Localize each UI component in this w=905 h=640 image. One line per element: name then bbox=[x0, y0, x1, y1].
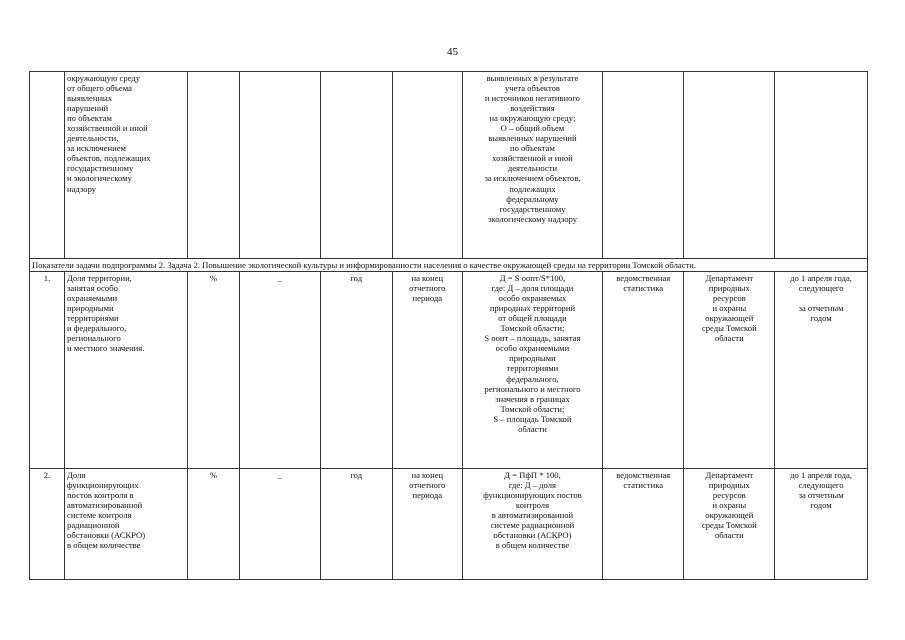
cell-method: Д = ПфП * 100, где: Д – доля функционирующих постов контроля в автоматизированной системе радиационной обстановки (АСКРО) в общем количестве bbox=[462, 469, 602, 580]
table-row-continuation bbox=[30, 72, 868, 259]
cell-source bbox=[603, 72, 684, 259]
cell-source: ведомственная статистика bbox=[603, 469, 684, 580]
cell-indicator: Доля территории, занятая особо охраняемыми природными территориями и федерального, регионального и местного значения. bbox=[65, 272, 188, 469]
cell-col4: _ bbox=[240, 272, 320, 469]
section-heading-row bbox=[30, 259, 868, 272]
cell-unit: % bbox=[187, 272, 240, 469]
cell-indicator: окружающую среду от общего объема выявленных нарушений по объектам хозяйственной и иной деятельности, за исключением объектов, подлежащих государственному и экологическому надзору bbox=[65, 72, 188, 259]
cell-col4 bbox=[240, 72, 320, 259]
cell-deadline: до 1 апреля года, следующего за отчетным годом bbox=[775, 272, 868, 469]
cell-num: 2. bbox=[30, 469, 65, 580]
table-row bbox=[30, 469, 868, 580]
page-number: 45 bbox=[447, 46, 458, 58]
cell-period bbox=[320, 72, 392, 259]
cell-source: ведомственная статистика bbox=[603, 272, 684, 469]
cell-col4: _ bbox=[240, 469, 320, 580]
cell-responsible bbox=[684, 72, 775, 259]
cell-period: год bbox=[320, 272, 392, 469]
section-heading: Показатели задачи подпрограммы 2. Задача 2. Повышение экологической культуры и информированности населения о качестве окружающей среды на территории Томской области. bbox=[30, 259, 868, 272]
cell-unit bbox=[187, 72, 240, 259]
cell-date bbox=[392, 72, 462, 259]
cell-method: выявленных в результате учета объектов и источников негативного воздействия на окружающую среду; О – общий объем выявленных нарушений по объектам хозяйственной и иной деятельности за исключением объектов, подлежащих федеральному государственному экологическому надзору bbox=[462, 72, 602, 259]
cell-deadline bbox=[775, 72, 868, 259]
table-row bbox=[30, 272, 868, 469]
cell-num: 1. bbox=[30, 272, 65, 469]
cell-period: год bbox=[320, 469, 392, 580]
cell-date: на конец отчетного периода bbox=[392, 272, 462, 469]
cell-deadline: до 1 апреля года, следующего за отчетным годом bbox=[775, 469, 868, 580]
cell-responsible: Департамент природных ресурсов и охраны окружающей среды Томской области bbox=[684, 469, 775, 580]
cell-indicator: Доля функционирующих постов контроля в автоматизированной системе контроля радиационной обстановки (АСКРО) в общем количестве bbox=[65, 469, 188, 580]
indicators-table bbox=[29, 71, 868, 580]
cell-num bbox=[30, 72, 65, 259]
cell-responsible: Департамент природных ресурсов и охраны окружающей среды Томской области bbox=[684, 272, 775, 469]
cell-unit: % bbox=[187, 469, 240, 580]
cell-date: на конец отчетного периода bbox=[392, 469, 462, 580]
cell-method: Д = S оопт/S*100, где: Д – доля площади особо охраняемых природных территорий от общей площади Томской области; S оопт – площадь, занятая особо охраняемыми природными территориями федерального, регионального и местного значения в границах Томской области; S – площадь Томской области bbox=[462, 272, 602, 469]
